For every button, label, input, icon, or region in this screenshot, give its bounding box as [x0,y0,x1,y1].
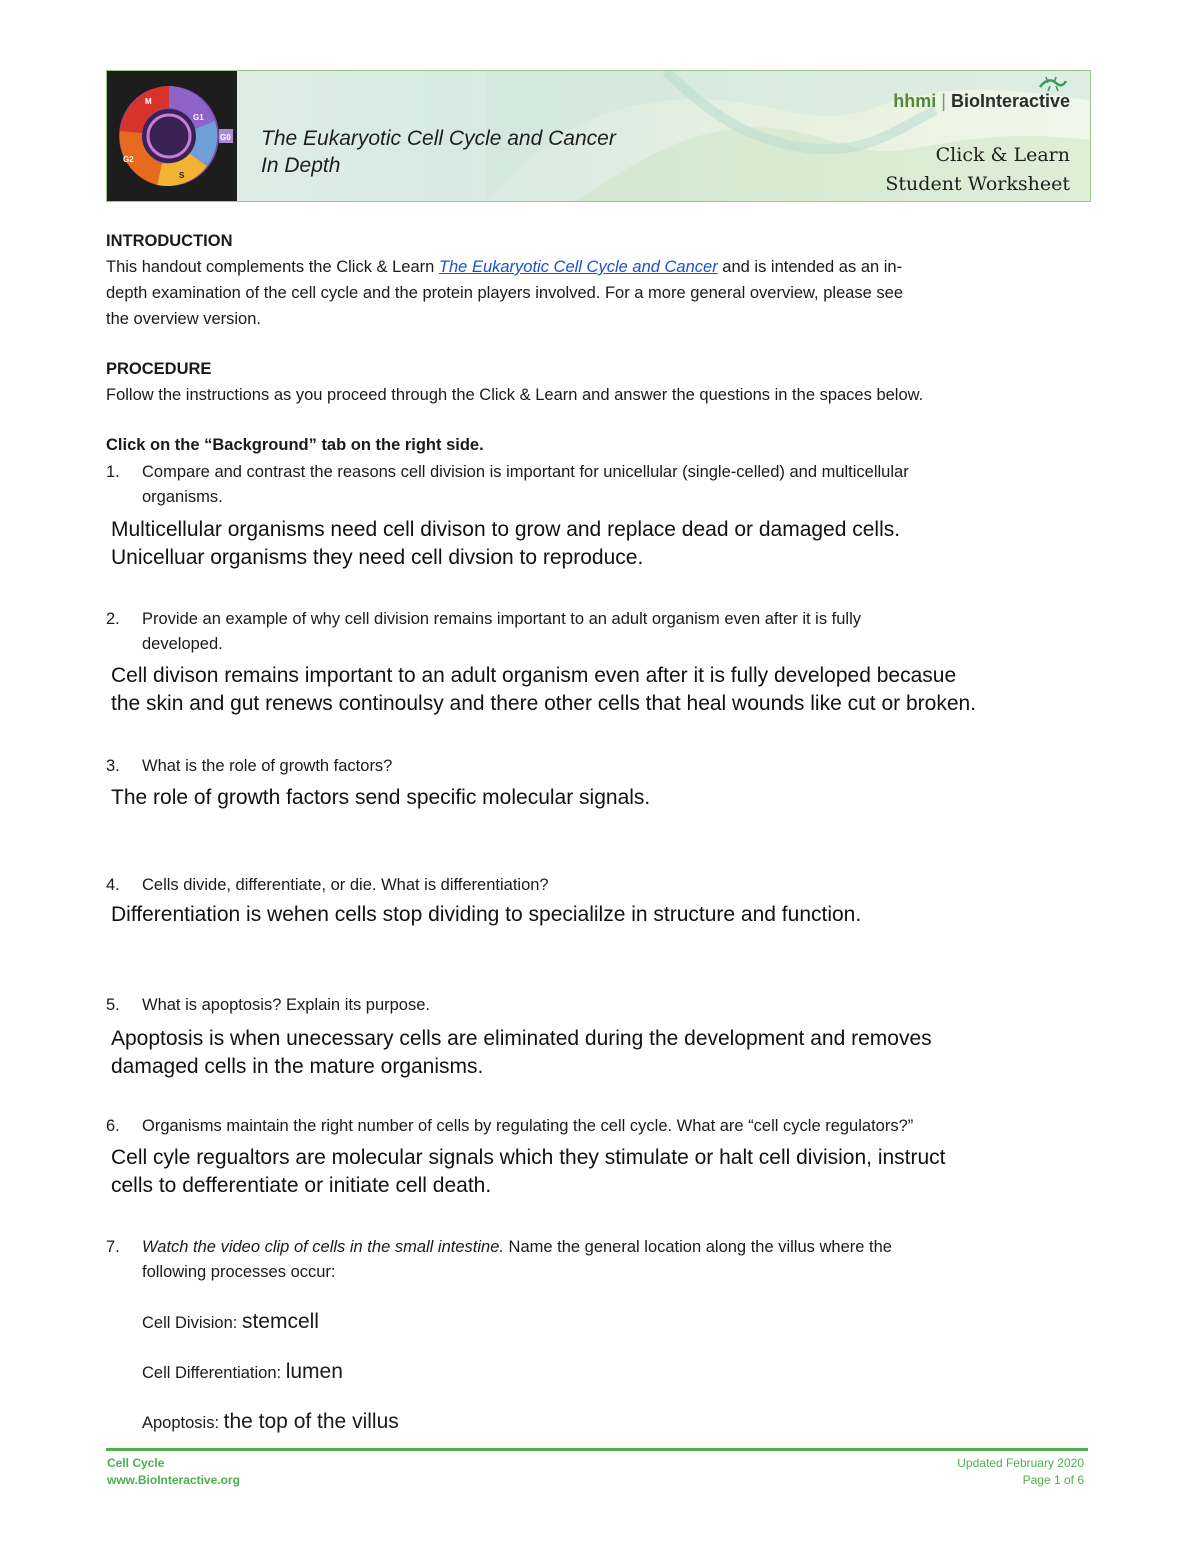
introduction-heading: INTRODUCTION [106,232,233,250]
question-2 [106,607,1076,657]
question-number: 5. [106,996,120,1014]
footer-page-number: Page 1 of 6 [1022,1473,1084,1487]
question-text-line: Cells divide, differentiate, or die. What is differentiation? [142,876,549,894]
answer-line: The role of growth factors send specific molecular signals. [111,786,651,809]
procedure-text: Follow the instructions as you proceed through the Click & Learn and answer the questions in the spaces below. [106,386,924,404]
answer-line: damaged cells in the mature organisms. [111,1055,484,1078]
hhmi-biointeractive-logo [893,91,1070,112]
logo-label-m: M [145,97,152,106]
introduction-line1-suffix: and is intended as an in- [717,258,903,276]
process-answer[interactable]: the top of the villus [223,1410,399,1433]
brand-biointeractive: BioInteractive [950,91,1070,111]
question-text-line: organisms. [142,488,223,506]
question-number: 1. [106,463,120,481]
worksheet-type-line1: Click & Learn [935,144,1070,166]
footer-website-link[interactable]: www.BioInteractive.org [107,1473,240,1487]
process-cell-division [142,1309,319,1336]
introduction-line3: the overview version. [106,310,261,328]
question-text-line: following processes occur: [142,1263,336,1281]
answer-line: Cell divison remains important to an adult organism even after it is fully developed becasue [111,664,957,687]
worksheet-type-label [885,141,1070,199]
cell-cycle-logo [107,71,237,201]
question-number: 7. [106,1238,120,1256]
process-answer[interactable]: lumen [285,1360,343,1383]
question-4 [106,873,1076,898]
question-number: 3. [106,757,120,775]
question-text-line: Provide an example of why cell division remains important to an adult organism even after it is fully [142,610,862,628]
answer-2[interactable] [111,662,1071,718]
answer-line: Multicellular organisms need cell divison to grow and replace dead or damaged cells. [111,518,901,541]
answer-line: Cell cyle regualtors are molecular signals which they stimulate or halt cell division, instruct [111,1146,946,1169]
header-banner [106,70,1091,202]
answer-line: Apoptosis is when unecessary cells are eliminated during the development and removes [111,1027,932,1050]
introduction-line2: depth examination of the cell cycle and the protein players involved. For a more general overview, please see [106,284,904,302]
background-tab-instruction: Click on the “Background” tab on the right side. [106,436,484,454]
process-label: Apoptosis: [142,1414,224,1432]
question-5 [106,993,1076,1018]
logo-label-s: S [179,171,185,180]
question-text-line: developed. [142,635,223,653]
introduction-line1-prefix: This handout complements the Click & Learn [106,258,439,276]
footer-divider [106,1448,1088,1451]
worksheet-title-line1: The Eukaryotic Cell Cycle and Cancer [261,127,616,150]
question-number: 6. [106,1117,120,1135]
process-cell-differentiation [142,1359,343,1386]
worksheet-type-line2: Student Worksheet [885,173,1070,195]
question-text-line: What is apoptosis? Explain its purpose. [142,996,430,1014]
footer-unit: Cell Cycle [107,1456,165,1470]
process-label: Cell Division: [142,1314,242,1332]
footer-updated-date: Updated February 2020 [957,1456,1084,1470]
worksheet-title [261,125,616,179]
question-text-line: Organisms maintain the right number of cells by regulating the cell cycle. What are “cell cycle regulators?” [142,1117,914,1135]
answer-line: the skin and gut renews continoulsy and there other cells that heal wounds like cut or broken. [111,692,977,715]
process-apoptosis [142,1409,399,1436]
question-7-italic: Watch the video clip of cells in the small intestine. [142,1238,504,1256]
question-3 [106,754,1076,779]
question-7-rest: Name the general location along the villus where the [503,1238,892,1256]
question-number: 2. [106,610,120,628]
answer-3[interactable] [111,784,1071,812]
footer-left [107,1455,240,1489]
question-number: 4. [106,876,120,894]
answer-5[interactable] [111,1025,1071,1081]
answer-6[interactable] [111,1144,1071,1200]
logo-label-g2: G2 [123,155,134,164]
footer-right [957,1455,1084,1489]
logo-label-g1: G1 [193,113,204,122]
introduction-line1 [106,254,1086,280]
question-1 [106,460,1076,510]
brand-separator: | [941,91,946,111]
question-text-line: Compare and contrast the reasons cell division is important for unicellular (single-celled) and multicellular [142,463,909,481]
answer-line: Unicelluar organisms they need cell divsion to reproduce. [111,546,644,569]
cell-cycle-wheel-icon [107,71,237,201]
answer-line: cells to defferentiate or initiate cell death. [111,1174,492,1197]
question-7 [106,1235,1076,1285]
process-answer[interactable]: stemcell [241,1310,319,1333]
brand-hhmi: hhmi [893,91,937,111]
logo-label-g0: G0 [220,133,231,142]
answer-1[interactable] [111,516,1071,572]
process-label: Cell Differentiation: [142,1364,286,1382]
question-text-line [106,1235,1076,1260]
click-learn-link[interactable]: The Eukaryotic Cell Cycle and Cancer [438,258,718,276]
procedure-heading: PROCEDURE [106,360,212,378]
worksheet-title-line2: In Depth [261,154,341,177]
question-text-line: What is the role of growth factors? [142,757,393,775]
answer-4[interactable] [111,901,1071,929]
question-6 [106,1114,1076,1139]
answer-line: Differentiation is wehen cells stop dividing to specialilze in structure and function. [111,903,862,926]
